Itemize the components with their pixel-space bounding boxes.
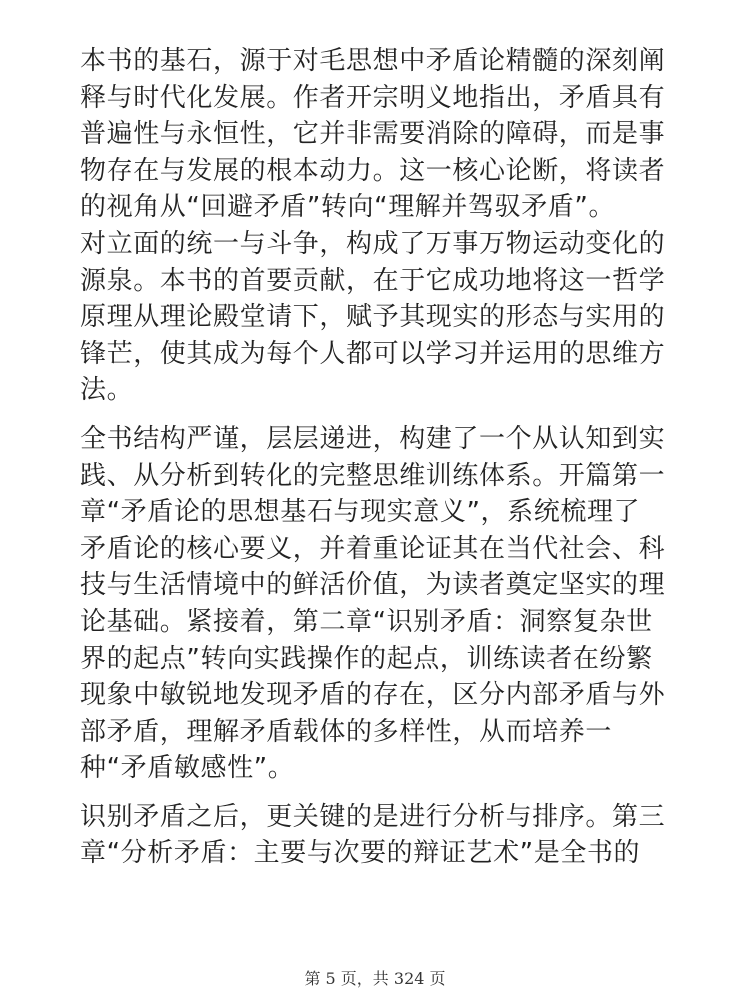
text-line: 种“矛盾敏感性”。 [80, 753, 295, 784]
text-line: 释与时代化发展。作者开宗明义地指出，矛盾具有 [80, 82, 666, 113]
text-line: 论基础。紧接着，第二章“识别矛盾：洞察复杂世 [80, 606, 653, 637]
text-line: 全书结构严谨，层层递进，构建了一个从认知到实 [80, 423, 666, 454]
text-line: 对立面的统一与斗争，构成了万事万物运动变化的 [80, 228, 666, 259]
body-text [80, 43, 670, 884]
text-line: 章“分析矛盾：主要与次要的辩证艺术”是全书的 [80, 838, 641, 869]
text-line: 现象中敏锐地发现矛盾的存在，区分内部矛盾与外 [80, 680, 666, 711]
text-line: 章“矛盾论的思想基石与现实意义”，系统梳理了 [80, 497, 641, 528]
text-line: 的视角从“回避矛盾”转向“理解并驾驭矛盾”。 [80, 192, 616, 223]
text-line: 矛盾论的核心要义，并着重论证其在当代社会、科 [80, 533, 666, 564]
text-line: 锋芒，使其成为每个人都可以学习并运用的思维方 [80, 338, 666, 369]
text-line: 源泉。本书的首要贡献，在于它成功地将这一哲学 [80, 265, 666, 296]
paragraph-1 [80, 43, 670, 409]
text-line: 物存在与发展的根本动力。这一核心论断，将读者 [80, 155, 666, 186]
paragraph-3 [80, 799, 670, 872]
text-line: 践、从分析到转化的完整思维训练体系。开篇第一 [80, 460, 666, 491]
text-line: 法。 [80, 375, 134, 406]
text-line: 本书的基石，源于对毛思想中矛盾论精髓的深刻阐 [80, 46, 666, 76]
paragraph-2 [80, 421, 670, 787]
page-number-footer: 第 5 页，共 324 页 [304, 969, 446, 988]
text-line: 原理从理论殿堂请下，赋予其现实的形态与实用的 [80, 302, 666, 333]
text-line: 识别矛盾之后，更关键的是进行分析与排序。第三 [80, 801, 666, 832]
text-line: 普遍性与永恒性，它并非需要消除的障碍，而是事 [80, 119, 666, 150]
text-line: 部矛盾，理解矛盾载体的多样性，从而培养一 [80, 716, 613, 747]
text-line: 技与生活情境中的鲜活价值，为读者奠定坚实的理 [80, 570, 666, 601]
text-line: 界的起点”转向实践操作的起点，训练读者在纷繁 [80, 643, 653, 674]
